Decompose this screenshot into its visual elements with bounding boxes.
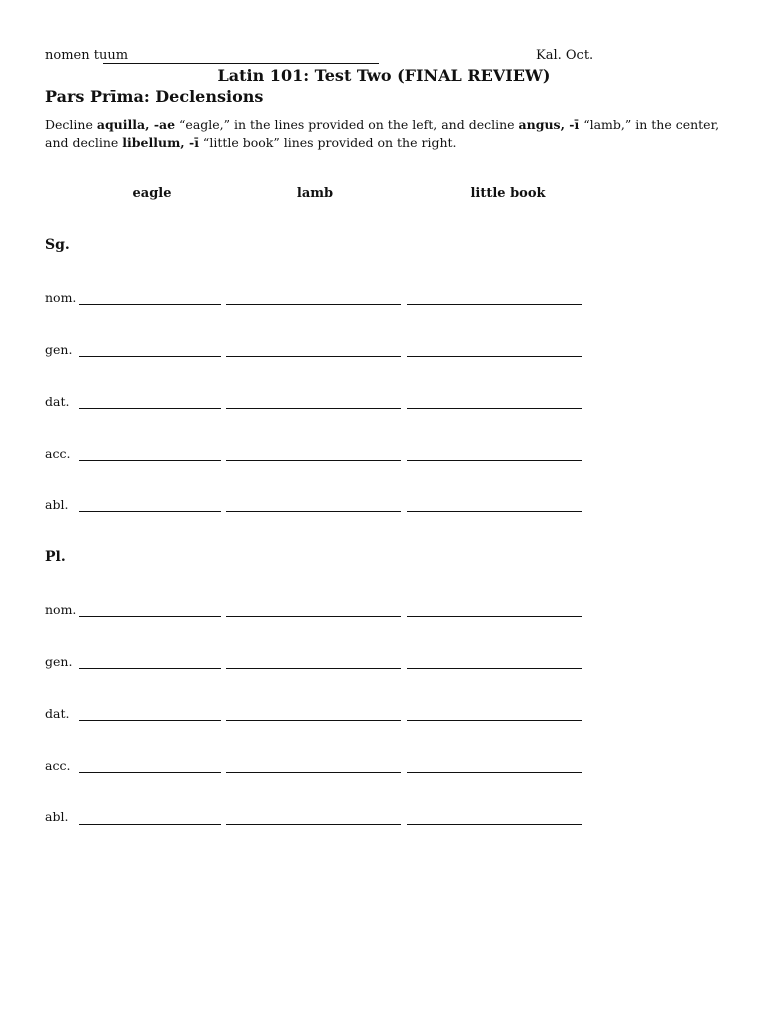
sg-nom-eagle-blank[interactable]: [79, 304, 221, 305]
pl-nom-eagle-blank[interactable]: [79, 616, 221, 617]
instr-word-lamb: angus, -ī: [518, 117, 580, 132]
sg-abl-eagle-blank[interactable]: [79, 511, 221, 512]
pl-gen-lamb-blank[interactable]: [226, 668, 401, 669]
pl-nom-lamb-blank[interactable]: [226, 616, 401, 617]
pl-abl-eagle-blank[interactable]: [79, 824, 221, 825]
page-title: Latin 101: Test Two (FINAL REVIEW): [217, 66, 551, 85]
section-title: Pars Prīma: Declensions: [45, 87, 264, 106]
name-label: nomen tuum: [45, 48, 129, 63]
instr-word-eagle: aquilla, -ae: [96, 117, 176, 132]
pl-dat-lamb-blank[interactable]: [226, 720, 401, 721]
sg-acc-eagle-blank[interactable]: [79, 460, 221, 461]
pl-dat-little-book-blank[interactable]: [407, 720, 582, 721]
sg-case-acc: acc.: [45, 446, 71, 461]
sg-case-gen: gen.: [45, 342, 73, 357]
pl-case-nom: nom.: [45, 602, 77, 617]
instr-word-little-book: libellum, -ī: [122, 135, 199, 150]
instr-text-2: “eagle,” in the lines provided on the left, and decline: [175, 117, 519, 132]
pl-abl-little-book-blank[interactable]: [407, 824, 582, 825]
sg-case-abl: abl.: [45, 497, 69, 512]
sg-case-dat: dat.: [45, 394, 70, 409]
pl-case-abl: abl.: [45, 809, 69, 824]
sg-acc-little-book-blank[interactable]: [407, 460, 582, 461]
plural-label: Pl.: [45, 549, 66, 565]
sg-nom-lamb-blank[interactable]: [226, 304, 401, 305]
pl-acc-little-book-blank[interactable]: [407, 772, 582, 773]
name-input-line[interactable]: [103, 63, 379, 64]
pl-acc-lamb-blank[interactable]: [226, 772, 401, 773]
sg-case-nom: nom.: [45, 290, 77, 305]
sg-dat-little-book-blank[interactable]: [407, 408, 582, 409]
sg-abl-little-book-blank[interactable]: [407, 511, 582, 512]
sg-abl-lamb-blank[interactable]: [226, 511, 401, 512]
sg-dat-eagle-blank[interactable]: [79, 408, 221, 409]
pl-case-acc: acc.: [45, 758, 71, 773]
pl-nom-little-book-blank[interactable]: [407, 616, 582, 617]
pl-gen-little-book-blank[interactable]: [407, 668, 582, 669]
instr-text-1: Decline: [45, 117, 97, 132]
instr-text-4: “little book” lines provided on the right.: [198, 135, 457, 150]
pl-dat-eagle-blank[interactable]: [79, 720, 221, 721]
pl-case-dat: dat.: [45, 706, 70, 721]
sg-gen-eagle-blank[interactable]: [79, 356, 221, 357]
column-header-little-book: little book: [470, 186, 546, 201]
singular-label: Sg.: [45, 237, 70, 253]
sg-acc-lamb-blank[interactable]: [226, 460, 401, 461]
column-header-eagle: eagle: [132, 186, 172, 201]
sg-gen-lamb-blank[interactable]: [226, 356, 401, 357]
column-header-lamb: lamb: [296, 186, 334, 201]
pl-gen-eagle-blank[interactable]: [79, 668, 221, 669]
sg-dat-lamb-blank[interactable]: [226, 408, 401, 409]
instr-text-3: “lamb,” in the center, and decline: [45, 117, 720, 150]
date-label: Kal. Oct.: [536, 48, 594, 63]
pl-case-gen: gen.: [45, 654, 73, 669]
pl-abl-lamb-blank[interactable]: [226, 824, 401, 825]
pl-acc-eagle-blank[interactable]: [79, 772, 221, 773]
sg-gen-little-book-blank[interactable]: [407, 356, 582, 357]
sg-nom-little-book-blank[interactable]: [407, 304, 582, 305]
instructions: [45, 116, 735, 152]
